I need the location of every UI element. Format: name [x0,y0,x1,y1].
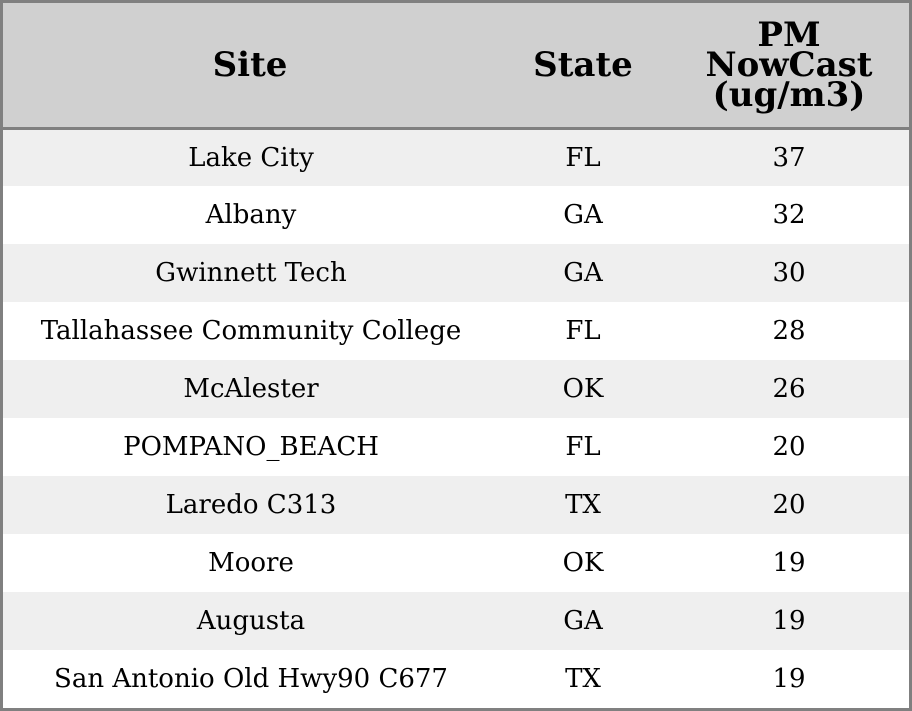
site-cell: Gwinnett Tech [155,258,347,288]
table-row [3,360,909,418]
pm-nowcast-cell: 19 [772,664,806,694]
state-cell: FL [565,142,601,173]
table-row [3,418,909,476]
state-cell: GA [563,606,603,636]
site-cell: San Antonio Old Hwy90 C677 [54,664,448,694]
table-row [3,128,909,186]
site-cell: Moore [208,548,294,578]
pm-nowcast-cell: 19 [772,606,806,636]
column-header-pm-nowcast [669,3,909,128]
table-body [3,128,909,708]
site-cell: Augusta [196,606,306,636]
state-cell: FL [565,432,601,462]
pm-nowcast-cell: 26 [772,374,806,404]
table-row [3,244,909,302]
site-cell: Albany [205,200,297,230]
table-row [3,650,909,708]
table-row [3,534,909,592]
pm-nowcast-cell: 32 [772,200,806,230]
pm-nowcast-cell: 19 [772,548,806,578]
site-cell: Lake City [188,142,314,173]
state-cell: GA [563,200,603,230]
state-cell: OK [562,374,604,404]
table-row [3,302,909,360]
column-header-site: Site [3,3,497,128]
table-row [3,186,909,244]
column-header-state: State [497,3,669,128]
state-cell: FL [565,316,601,346]
site-cell: Tallahassee Community College [40,316,462,346]
column-header-pm-nowcast-line1: PM [757,14,821,55]
site-cell: Laredo C313 [165,490,337,520]
header-row [3,3,909,128]
pm-nowcast-cell: 28 [772,316,806,346]
state-cell: TX [565,664,601,694]
site-cell: McAlester [183,374,319,404]
pm-nowcast-cell: 20 [772,490,806,520]
table-header [3,3,909,128]
column-header-pm-nowcast-line2: NowCast [705,44,873,85]
pm-nowcast-table [3,3,909,708]
state-cell: TX [565,490,601,520]
pm-nowcast-cell: 30 [772,258,806,288]
site-cell: POMPANO_BEACH [123,432,379,462]
state-cell: OK [562,548,604,578]
pm-nowcast-cell: 20 [772,432,806,462]
pm-nowcast-cell: 37 [772,142,806,173]
column-header-pm-nowcast-line3: (ug/m3) [712,74,866,115]
state-cell: GA [563,258,603,288]
table-row [3,476,909,534]
table-row [3,592,909,650]
